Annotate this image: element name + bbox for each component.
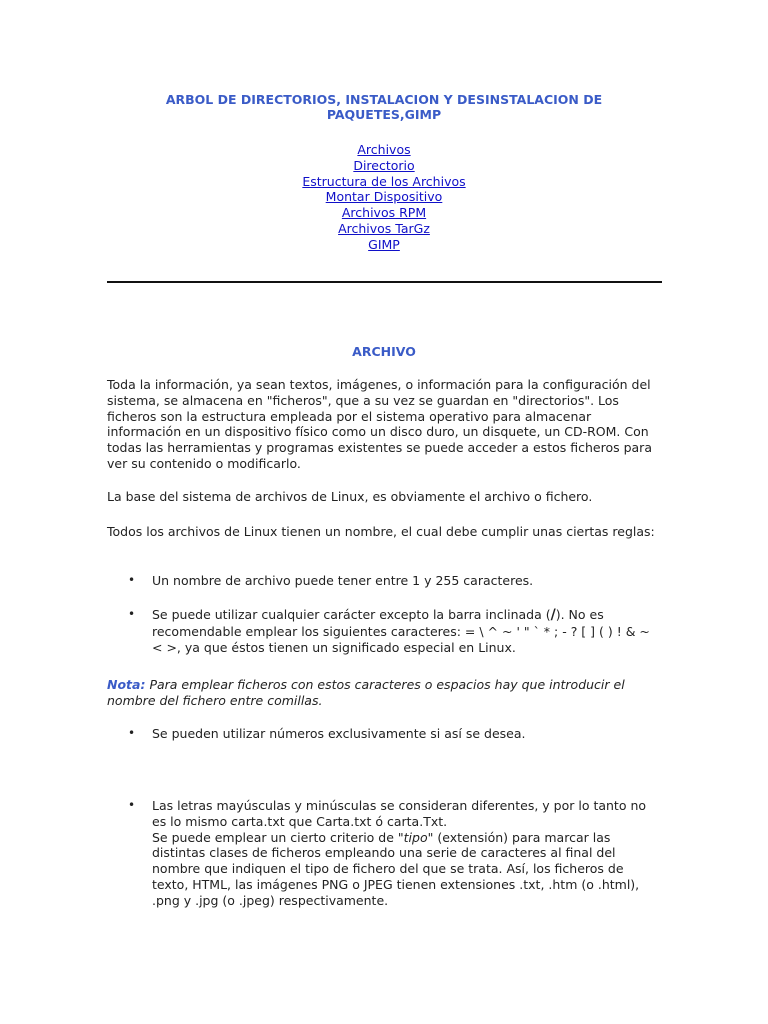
list-item-text: Un nombre de archivo puede tener entre 1 y 255 caracteres. bbox=[152, 573, 534, 588]
list-item bbox=[128, 726, 662, 742]
list-item-text-cont: ). No es recomendable emplear los siguientes caracteres: = \ ^ ~ ' " ` * ; - ? [ ] ( ) ! & ~ < >, ya que éstos tienen un significado especial en Linux. bbox=[152, 607, 650, 655]
document-title: ARBOL DE DIRECTORIOS, INSTALACION Y DESINSTALACION DE PAQUETES,GIMP bbox=[165, 92, 603, 122]
list-item-text: Se puede utilizar cualquier carácter excepto la barra inclinada ( bbox=[152, 607, 551, 622]
tipo-term: tipo bbox=[403, 829, 428, 845]
list-item-text: Las letras mayúsculas y minúsculas se consideran diferentes, y por lo tanto no es lo mismo carta.txt que Carta.txt ó carta.Txt. bbox=[152, 798, 647, 829]
toc-link-montar[interactable]: Montar Dispositivo bbox=[325, 189, 443, 205]
slash-char: / bbox=[550, 607, 556, 623]
list-item bbox=[128, 798, 662, 909]
paragraph-base: La base del sistema de archivos de Linux, es obviamente el archivo o fichero. bbox=[107, 489, 593, 504]
table-of-contents bbox=[234, 142, 534, 253]
note-text: Para emplear ficheros con estos caracteres o espacios hay que introducir el nombre del fichero entre comillas. bbox=[107, 677, 625, 708]
bullet-icon: • bbox=[128, 726, 136, 740]
list-item-text-cont: " (extensión) para marcar las distintas clases de ficheros empleando una serie de caracteres al final del nombre que indiquen el tipo de fichero del que se trata. Así, los ficheros de texto, HTML, las imágenes PNG o JPEG tienen extensiones .txt, .htm (o .html), .png y .jpg (o .jpeg) respectivamente. bbox=[152, 829, 640, 908]
bullet-icon: • bbox=[128, 573, 136, 587]
toc-link-archivos[interactable]: Archivos bbox=[357, 142, 411, 157]
toc-link-directorio[interactable]: Directorio bbox=[353, 157, 415, 173]
list-item-text: Se pueden utilizar números exclusivamente si así se desea. bbox=[152, 726, 526, 741]
bullet-icon: • bbox=[128, 607, 136, 621]
bullet-icon: • bbox=[128, 798, 136, 812]
section-title: ARCHIVO bbox=[352, 344, 416, 359]
list-item bbox=[128, 607, 662, 655]
note-label: Nota: bbox=[107, 677, 146, 692]
horizontal-divider bbox=[107, 281, 662, 283]
toc-link-gimp[interactable]: GIMP bbox=[368, 236, 400, 252]
list-item-text-cont: Se puede emplear un cierto criterio de " bbox=[152, 829, 404, 845]
paragraph-rules: Todos los archivos de Linux tienen un nombre, el cual debe cumplir unas ciertas reglas: bbox=[107, 524, 655, 539]
list-item bbox=[128, 573, 662, 589]
toc-link-targz[interactable]: Archivos TarGz bbox=[338, 220, 430, 236]
toc-link-rpm[interactable]: Archivos RPM bbox=[341, 205, 427, 221]
note-paragraph bbox=[107, 677, 663, 709]
paragraph-intro: Toda la información, ya sean textos, imágenes, o información para la configuración del sistema, se almacena en "ficheros", que a su vez se guardan en "directorios". Los ficheros son la estructura empleada por el sistema operativo para almacenar información en un dispositivo físico como un disco duro, un disquete, un CD-ROM. Con todas las herramientas y programas existentes se puede acceder a estos ficheros para ver su contenido o modificarlo. bbox=[107, 377, 652, 471]
toc-link-estructura[interactable]: Estructura de los Archivos bbox=[302, 173, 466, 189]
